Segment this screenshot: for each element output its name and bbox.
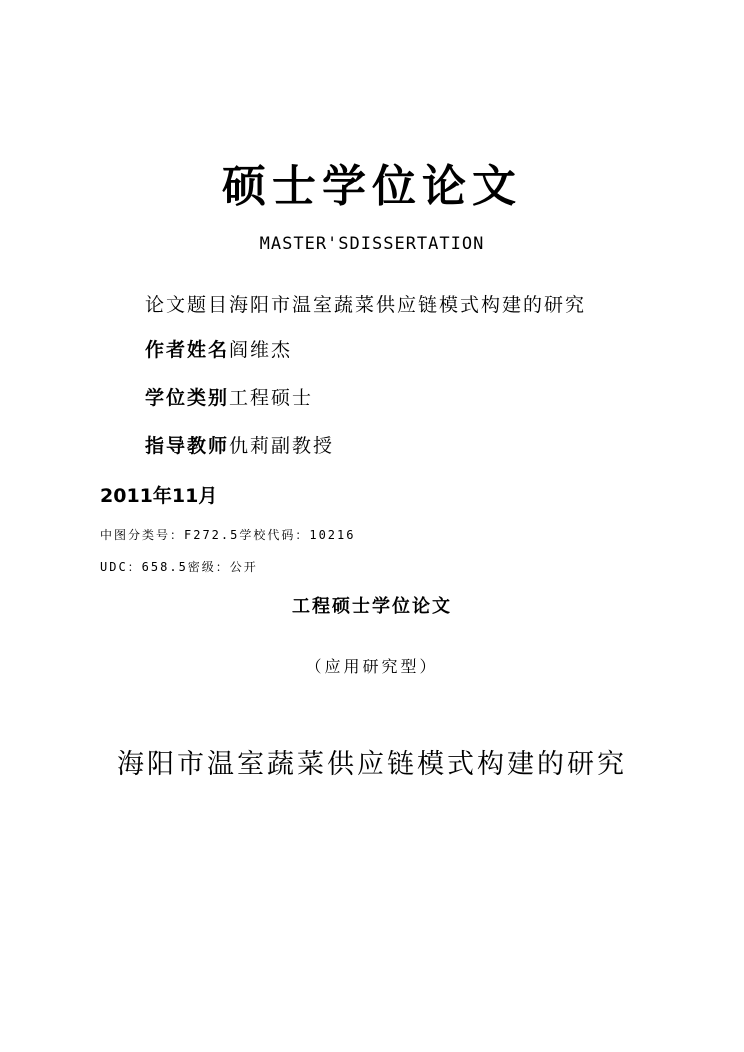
degree-label: 学位类别 (145, 387, 230, 409)
degree-row (145, 383, 313, 410)
page-title-en: MASTER'SDISSERTATION (259, 234, 485, 254)
author-label: 作者姓名 (145, 339, 230, 361)
classification-line: 中图分类号：F272.5学校代码：10216 (100, 528, 356, 542)
degree-value: 工程硕士 (229, 387, 314, 409)
thesis-title-label: 论文题目 (145, 294, 230, 316)
author-value: 阎维杰 (229, 339, 293, 361)
thesis-title-row (145, 290, 586, 317)
advisor-label: 指导教师 (145, 435, 230, 457)
submission-date: 2011年11月 (100, 485, 218, 507)
degree-subtitle: 工程硕士学位论文 (292, 596, 452, 617)
research-type: （应用研究型） (305, 657, 439, 676)
udc-line: UDC：658.5密级：公开 (100, 560, 258, 574)
advisor-value: 仇莉副教授 (229, 435, 335, 457)
thesis-title-large: 海阳市温室蔬菜供应链模式构建的研究 (117, 749, 627, 780)
advisor-row (145, 431, 334, 458)
page-title-cn: 硕士学位论文 (222, 161, 522, 212)
thesis-title-value: 海阳市温室蔬菜供应链模式构建的研究 (229, 294, 587, 316)
author-row (145, 335, 292, 362)
